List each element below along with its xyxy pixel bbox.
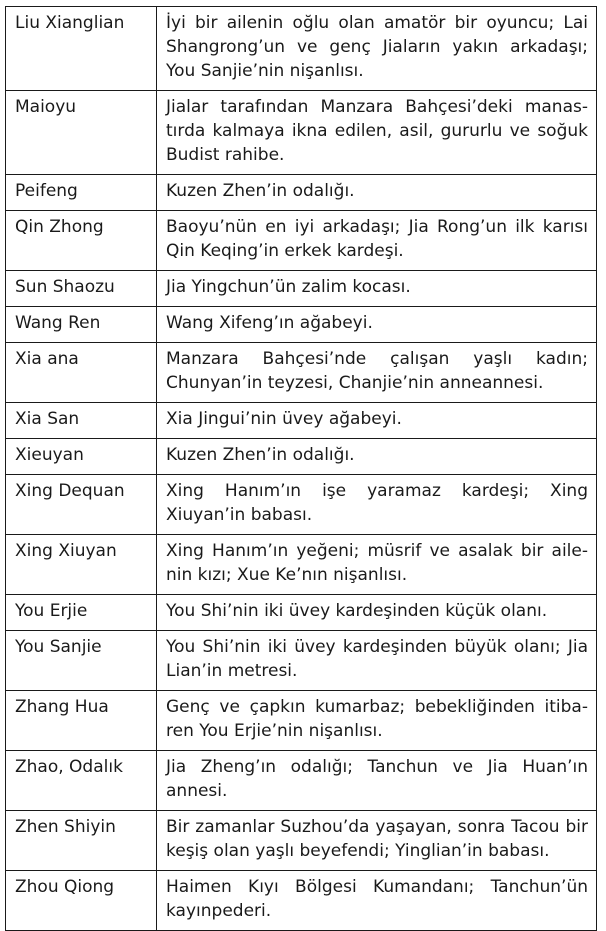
- table-row: [6, 811, 597, 871]
- glossary-body: [6, 7, 597, 931]
- table-row: [6, 307, 597, 343]
- character-name: Zhao, Odalık: [6, 751, 157, 811]
- table-row: [6, 595, 597, 631]
- table-row: [6, 91, 597, 175]
- character-name: Wang Ren: [6, 307, 157, 343]
- character-name: You Sanjie: [6, 631, 157, 691]
- character-description: Xia Jingui’nin üvey ağabeyi.: [157, 403, 597, 439]
- character-name: Sun Shaozu: [6, 271, 157, 307]
- character-description: You Shi’nin iki üvey kardeşinden küçük olanı.: [157, 595, 597, 631]
- table-row: [6, 211, 597, 271]
- character-name: Qin Zhong: [6, 211, 157, 271]
- character-name: Liu Xianglian: [6, 7, 157, 91]
- character-description: Kuzen Zhen’in odalığı.: [157, 439, 597, 475]
- character-name: Zhen Shiyin: [6, 811, 157, 871]
- character-description: Genç ve çapkın kumarbaz; bebekliğinden itibaren You Erjie’nin nişanlısı.: [157, 691, 597, 751]
- table-row: [6, 343, 597, 403]
- character-description: Baoyu’nün en iyi arkadaşı; Jia Rong’un ilk karısı Qin Keqing’in erkek kardeşi.: [157, 211, 597, 271]
- character-description: Xing Hanım’ın yeğeni; müsrif ve asalak bir ailenin kızı; Xue Ke’nın nişanlısı.: [157, 535, 597, 595]
- character-glossary-table: [5, 6, 597, 931]
- table-row: [6, 403, 597, 439]
- character-description: Haimen Kıyı Bölgesi Kumandanı; Tanchun’ün kayınpederi.: [157, 871, 597, 931]
- table-row: [6, 691, 597, 751]
- character-description: Bir zamanlar Suzhou’da yaşayan, sonra Tacou bir keşiş olan yaşlı beyefendi; Yinglian’in babası.: [157, 811, 597, 871]
- character-description: Xing Hanım’ın işe yaramaz kardeşi; Xing Xiuyan’in babası.: [157, 475, 597, 535]
- table-row: [6, 751, 597, 811]
- table-row: [6, 7, 597, 91]
- character-description: Wang Xifeng’ın ağabeyi.: [157, 307, 597, 343]
- character-name: Xieuyan: [6, 439, 157, 475]
- character-name: Peifeng: [6, 175, 157, 211]
- table-row: [6, 439, 597, 475]
- table-row: [6, 535, 597, 595]
- table-row: [6, 475, 597, 535]
- table-row: [6, 271, 597, 307]
- character-name: Xing Dequan: [6, 475, 157, 535]
- character-name: Zhang Hua: [6, 691, 157, 751]
- character-name: Xing Xiuyan: [6, 535, 157, 595]
- character-name: Xia San: [6, 403, 157, 439]
- character-description: Jialar tarafından Manzara Bahçesi’deki manastırda kalmaya ikna edilen, asil, gururlu ve soğuk Budist rahibe.: [157, 91, 597, 175]
- table-row: [6, 871, 597, 931]
- character-description: Manzara Bahçesi’nde çalışan yaşlı kadın; Chunyan’in teyzesi, Chanjie’nin anneannesi.: [157, 343, 597, 403]
- character-name: Zhou Qiong: [6, 871, 157, 931]
- character-description: You Shi’nin iki üvey kardeşinden büyük olanı; Jia Lian’in metresi.: [157, 631, 597, 691]
- character-name: Maioyu: [6, 91, 157, 175]
- table-row: [6, 631, 597, 691]
- character-description: Jia Zheng’ın odalığı; Tanchun ve Jia Huan’ın annesi.: [157, 751, 597, 811]
- character-description: Kuzen Zhen’in odalığı.: [157, 175, 597, 211]
- table-row: [6, 175, 597, 211]
- character-name: Xia ana: [6, 343, 157, 403]
- character-name: You Erjie: [6, 595, 157, 631]
- character-description: Jia Yingchun’ün zalim kocası.: [157, 271, 597, 307]
- character-description: İyi bir ailenin oğlu olan amatör bir oyuncu; Lai Shangrong’un ve genç Jiaların yakın arkadaşı; You Sanjie’nin nişanlısı.: [157, 7, 597, 91]
